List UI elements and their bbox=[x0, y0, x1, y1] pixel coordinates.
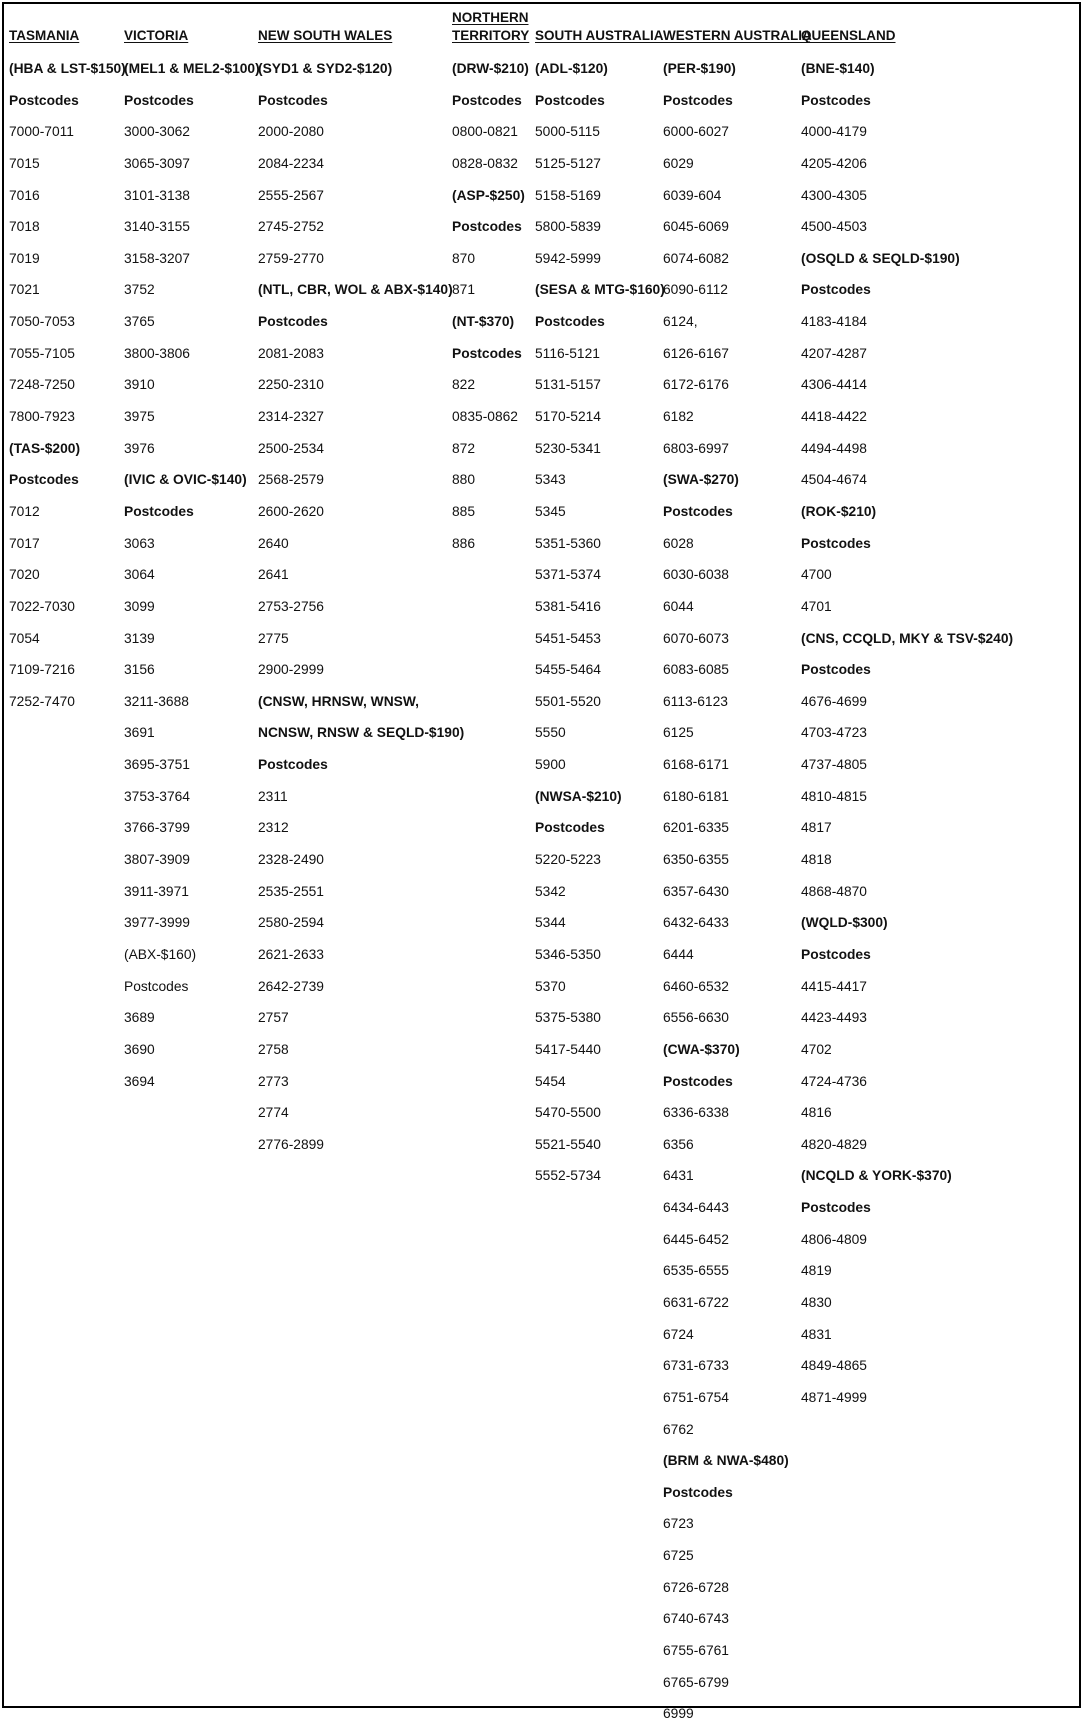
postcode-entry: 872 bbox=[452, 440, 476, 456]
postcode-entry: 6762 bbox=[663, 1421, 694, 1437]
postcode-entry: 2568-2579 bbox=[258, 472, 324, 488]
postcode-entry: 5230-5341 bbox=[535, 440, 601, 456]
postcode-entry: 2555-2567 bbox=[258, 187, 324, 203]
postcode-entry: 5343 bbox=[535, 472, 566, 488]
postcode-entry: 2640 bbox=[258, 535, 289, 551]
postcode-entry: 6356 bbox=[663, 1136, 694, 1152]
postcode-entry: 6434-6443 bbox=[663, 1200, 729, 1216]
postcode-entry: 2757 bbox=[258, 1010, 289, 1026]
postcodes-label: Postcodes bbox=[535, 92, 605, 108]
postcode-entry: 6030-6038 bbox=[663, 567, 729, 583]
zone-rate-label: (OSQLD & SEQLD-$190) bbox=[801, 250, 960, 266]
postcode-list bbox=[124, 53, 258, 1097]
postcode-entry: 6028 bbox=[663, 535, 694, 551]
postcode-list bbox=[535, 53, 663, 1192]
postcode-entry: 5220-5223 bbox=[535, 852, 601, 868]
postcode-entry: 3065-3097 bbox=[124, 155, 190, 171]
postcode-entry: 5451-5453 bbox=[535, 630, 601, 646]
postcode-entry: 3063 bbox=[124, 535, 155, 551]
postcode-entry: 3689 bbox=[124, 1010, 155, 1026]
postcodes-label: Postcodes bbox=[258, 92, 328, 108]
postcode-entry: 6803-6997 bbox=[663, 440, 729, 456]
zone-rate-label: (CNSW, HRNSW, WNSW, bbox=[258, 693, 419, 709]
postcode-entry: 2535-2551 bbox=[258, 883, 324, 899]
postcode-entry: 886 bbox=[452, 535, 476, 551]
postcode-entry: 5346-5350 bbox=[535, 946, 601, 962]
postcode-entry: 5454 bbox=[535, 1073, 566, 1089]
postcode-entry: 2250-2310 bbox=[258, 377, 324, 393]
postcode-entry: 4831 bbox=[801, 1326, 832, 1342]
postcodes-label: Postcodes bbox=[452, 92, 522, 108]
postcodes-label: Postcodes bbox=[801, 92, 871, 108]
postcode-entry: 3000-3062 bbox=[124, 124, 190, 140]
postcode-entry: 3139 bbox=[124, 630, 155, 646]
postcode-entry: 2580-2594 bbox=[258, 915, 324, 931]
postcode-entry: 3211-3688 bbox=[124, 693, 189, 709]
postcode-entry: 3807-3909 bbox=[124, 852, 190, 868]
postcode-entry: 4810-4815 bbox=[801, 788, 867, 804]
zone-rate-label: (SYD1 & SYD2-$120) bbox=[258, 61, 393, 76]
postcode-entry: 3911-3971 bbox=[124, 883, 189, 899]
postcodes-label: Postcodes bbox=[663, 1484, 733, 1500]
postcode-entry: 6724 bbox=[663, 1326, 694, 1342]
postcode-entry: 880 bbox=[452, 472, 476, 488]
postcode-entry: 7000-7011 bbox=[9, 124, 74, 140]
postcode-entry: 2641 bbox=[258, 567, 289, 583]
postcode-entry: 5552-5734 bbox=[535, 1168, 601, 1184]
postcode-entry: 4849-4865 bbox=[801, 1358, 867, 1374]
postcode-entry: 3976 bbox=[124, 440, 155, 456]
postcode-entry: 4207-4287 bbox=[801, 345, 867, 361]
postcodes-label: Postcodes bbox=[535, 820, 605, 836]
postcode-entry: 6535-6555 bbox=[663, 1263, 729, 1279]
postcode-entry: 6631-6722 bbox=[663, 1294, 729, 1310]
postcode-entry: 2776-2899 bbox=[258, 1136, 324, 1152]
postcode-entry: 6126-6167 bbox=[663, 345, 729, 361]
postcode-entry: 3752 bbox=[124, 282, 155, 298]
postcode-entry: 7022-7030 bbox=[9, 598, 75, 614]
postcode-entry: 6751-6754 bbox=[663, 1389, 729, 1405]
state-heading: NORTHERN bbox=[452, 10, 529, 25]
postcode-entry: 3977-3999 bbox=[124, 915, 190, 931]
postcode-entry: 6044 bbox=[663, 598, 694, 614]
postcode-entry: 6765-6799 bbox=[663, 1674, 729, 1690]
postcode-entry: 7016 bbox=[9, 187, 40, 203]
zone-rate-label: (SESA & MTG-$160) bbox=[535, 282, 665, 298]
postcode-entry: 5158-5169 bbox=[535, 187, 601, 203]
postcode-entry: 3140-3155 bbox=[124, 219, 190, 235]
postcode-entry: 7017 bbox=[9, 535, 40, 551]
state-heading: NEW SOUTH WALES bbox=[258, 28, 393, 43]
postcode-entry: 4724-4736 bbox=[801, 1073, 867, 1089]
zone-rate-label: (ROK-$210) bbox=[801, 503, 877, 519]
postcode-entry: 7800-7923 bbox=[9, 409, 75, 425]
postcode-entry: 5470-5500 bbox=[535, 1105, 601, 1121]
postcode-entry: 7248-7250 bbox=[9, 377, 75, 393]
postcode-entry: 2081-2083 bbox=[258, 345, 324, 361]
postcode-entry: 6000-6027 bbox=[663, 124, 729, 140]
postcode-entry: 5342 bbox=[535, 883, 566, 899]
postcode-entry: 6180-6181 bbox=[663, 788, 729, 804]
postcode-entry: 7012 bbox=[9, 503, 40, 519]
state-heading: VICTORIA bbox=[124, 28, 189, 43]
postcode-entry: 2745-2752 bbox=[258, 219, 324, 235]
postcode-entry: 7015 bbox=[9, 155, 40, 171]
postcode-entry: 6168-6171 bbox=[663, 757, 729, 773]
postcode-entry: 4816 bbox=[801, 1105, 832, 1121]
postcode-entry: 4500-4503 bbox=[801, 219, 867, 235]
state-heading: TERRITORY bbox=[452, 28, 530, 43]
postcode-entry: 6083-6085 bbox=[663, 662, 729, 678]
zone-rate-label: (ASP-$250) bbox=[452, 187, 525, 203]
postcode-entry: 4806-4809 bbox=[801, 1231, 867, 1247]
column-heading bbox=[801, 8, 1076, 45]
zone-rate-label: (MEL1 & MEL2-$100) bbox=[124, 61, 260, 76]
postcode-entry: 6350-6355 bbox=[663, 852, 729, 868]
zone-rate-label: (BNE-$140) bbox=[801, 61, 875, 76]
postcode-entry: 5370 bbox=[535, 978, 566, 994]
postcode-list bbox=[452, 53, 535, 559]
postcode-entry: 7055-7105 bbox=[9, 345, 75, 361]
postcodes-label: Postcodes bbox=[535, 314, 605, 330]
zone-rate-label: (CNS, CCQLD, MKY & TSV-$240) bbox=[801, 630, 1014, 646]
postcode-entry: 4737-4805 bbox=[801, 757, 867, 773]
postcode-entry: 3156 bbox=[124, 662, 155, 678]
postcodes-label: Postcodes bbox=[124, 92, 194, 108]
postcode-entry: 4820-4829 bbox=[801, 1136, 867, 1152]
postcode-entry: 7019 bbox=[9, 250, 40, 266]
postcode-entry: 871 bbox=[452, 282, 476, 298]
postcode-entry: 2758 bbox=[258, 1041, 289, 1057]
zone-rate-label: (TAS-$200) bbox=[9, 440, 81, 456]
column-heading bbox=[9, 8, 124, 45]
postcode-list bbox=[801, 53, 1076, 1414]
postcode-entry: 6740-6743 bbox=[663, 1611, 729, 1627]
postcode-entry: 5900 bbox=[535, 757, 566, 773]
postcode-entry: 7020 bbox=[9, 567, 40, 583]
postcode-list bbox=[663, 53, 801, 1730]
postcode-entry: 4830 bbox=[801, 1294, 832, 1310]
postcode-entry: 3753-3764 bbox=[124, 788, 190, 804]
postcode-entry: 6755-6761 bbox=[663, 1643, 729, 1659]
postcode-entry: 6357-6430 bbox=[663, 883, 729, 899]
postcodes-label: Postcodes bbox=[801, 282, 871, 298]
postcode-entry: 7018 bbox=[9, 219, 40, 235]
postcode-entry: 5125-5127 bbox=[535, 155, 601, 171]
postcode-entry: 2642-2739 bbox=[258, 978, 324, 994]
postcode-entry: 7054 bbox=[9, 630, 40, 646]
postcode-entry: 6113-6123 bbox=[663, 693, 728, 709]
postcode-entry: 6725 bbox=[663, 1548, 694, 1564]
postcodes-label: Postcodes bbox=[801, 946, 871, 962]
postcode-entry: 5381-5416 bbox=[535, 598, 601, 614]
postcode-entry: 6432-6433 bbox=[663, 915, 729, 931]
postcode-entry: 6444 bbox=[663, 946, 694, 962]
postcode-entry: 6460-6532 bbox=[663, 978, 729, 994]
postcode-entry: 7252-7470 bbox=[9, 693, 75, 709]
postcode-entry: 6723 bbox=[663, 1516, 694, 1532]
postcode-entry: 3695-3751 bbox=[124, 757, 190, 773]
postcode-entry: 2773 bbox=[258, 1073, 289, 1089]
postcode-entry: 6074-6082 bbox=[663, 250, 729, 266]
state-heading: SOUTH AUSTRALIA bbox=[535, 28, 664, 43]
zone-rate-label: NCNSW, RNSW & SEQLD-$190) bbox=[258, 725, 465, 741]
postcode-list bbox=[9, 53, 124, 717]
column-heading bbox=[258, 8, 452, 45]
zone-rate-label: (NT-$370) bbox=[452, 314, 515, 330]
zone-rate-label: (CWA-$370) bbox=[663, 1041, 740, 1057]
postcode-entry: 3800-3806 bbox=[124, 345, 190, 361]
postcode-entry: 5800-5839 bbox=[535, 219, 601, 235]
postcode-entry: 3064 bbox=[124, 567, 155, 583]
postcode-entry: 5942-5999 bbox=[535, 250, 601, 266]
postcode-entry: 4415-4417 bbox=[801, 978, 867, 994]
postcodes-label: Postcodes bbox=[258, 314, 328, 330]
postcode-entry: 4205-4206 bbox=[801, 155, 867, 171]
zone-rate-label: (ADL-$120) bbox=[535, 61, 608, 76]
postcode-entry: 885 bbox=[452, 503, 476, 519]
postcode-entry: 6445-6452 bbox=[663, 1231, 729, 1247]
zone-rate-label: (DRW-$210) bbox=[452, 61, 529, 76]
postcode-entry: 2621-2633 bbox=[258, 946, 324, 962]
postcode-entry: 6731-6733 bbox=[663, 1358, 729, 1374]
zone-rate-label: (HBA & LST-$150) bbox=[9, 61, 126, 76]
zone-rate-label: (NWSA-$210) bbox=[535, 788, 622, 804]
postcode-entry: 6431 bbox=[663, 1168, 694, 1184]
postcode-entry: 4868-4870 bbox=[801, 883, 867, 899]
postcode-entry: 0835-0862 bbox=[452, 409, 518, 425]
postcode-entry: 2500-2534 bbox=[258, 440, 324, 456]
postcode-entry: 2328-2490 bbox=[258, 852, 324, 868]
postcode-entry: 3910 bbox=[124, 377, 155, 393]
state-heading: WESTERN AUSTRALIA bbox=[663, 28, 812, 43]
zone-rate-label: (SWA-$270) bbox=[663, 472, 739, 488]
postcode-entry: 3101-3138 bbox=[124, 187, 190, 203]
postcode-entry: 5344 bbox=[535, 915, 566, 931]
postcode-entry: 3765 bbox=[124, 314, 155, 330]
postcode-entry: 7021 bbox=[9, 282, 40, 298]
postcode-entry: 6726-6728 bbox=[663, 1579, 729, 1595]
postcode-entry: 6999 bbox=[663, 1706, 694, 1722]
column-heading bbox=[535, 8, 663, 45]
postcode-entry: 5351-5360 bbox=[535, 535, 601, 551]
postcode-entry: 4819 bbox=[801, 1263, 832, 1279]
postcode-entry: 5501-5520 bbox=[535, 693, 601, 709]
state-heading: TASMANIA bbox=[9, 28, 80, 43]
postcode-entry: 6070-6073 bbox=[663, 630, 729, 646]
column-heading bbox=[663, 8, 812, 45]
postcode-table bbox=[2, 2, 1081, 1722]
postcode-entry: 4871-4999 bbox=[801, 1389, 867, 1405]
postcode-entry: 2774 bbox=[258, 1105, 289, 1121]
postcode-entry: 4504-4674 bbox=[801, 472, 867, 488]
postcode-entry: 5521-5540 bbox=[535, 1136, 601, 1152]
postcode-entry: 7109-7216 bbox=[9, 662, 75, 678]
postcode-entry: 2311 bbox=[258, 788, 288, 804]
postcode-entry: 6556-6630 bbox=[663, 1010, 729, 1026]
postcodes-label: Postcodes bbox=[124, 978, 189, 994]
postcode-entry: 2759-2770 bbox=[258, 250, 324, 266]
postcode-entry: 6172-6176 bbox=[663, 377, 729, 393]
zone-rate-label: (BRM & NWA-$480) bbox=[663, 1453, 789, 1469]
postcodes-label: Postcodes bbox=[663, 92, 733, 108]
postcode-entry: 5131-5157 bbox=[535, 377, 601, 393]
postcode-entry: 822 bbox=[452, 377, 476, 393]
postcode-entry: 5375-5380 bbox=[535, 1010, 601, 1026]
postcode-entry: 5116-5121 bbox=[535, 345, 600, 361]
postcode-entry: 2000-2080 bbox=[258, 124, 324, 140]
postcodes-label: Postcodes bbox=[801, 535, 871, 551]
postcode-entry: 4423-4493 bbox=[801, 1010, 867, 1026]
postcode-entry: 4300-4305 bbox=[801, 187, 867, 203]
zone-rate-label: (IVIC & OVIC-$140) bbox=[124, 472, 247, 488]
postcode-entry: 6029 bbox=[663, 155, 694, 171]
zone-rate-label: (NTL, CBR, WOL & ABX-$140) bbox=[258, 282, 453, 298]
postcode-entry: 3975 bbox=[124, 409, 155, 425]
postcode-entry: 6090-6112 bbox=[663, 282, 728, 298]
postcode-entry: 4817 bbox=[801, 820, 832, 836]
postcode-entry: 4418-4422 bbox=[801, 409, 867, 425]
postcode-entry: 4183-4184 bbox=[801, 314, 867, 330]
postcode-entry: 6125 bbox=[663, 725, 694, 741]
column-heading bbox=[124, 8, 258, 45]
postcode-entry: 6336-6338 bbox=[663, 1105, 729, 1121]
postcode-entry: 2900-2999 bbox=[258, 662, 324, 678]
postcode-entry: 2312 bbox=[258, 820, 289, 836]
postcode-entry: 6124, bbox=[663, 314, 698, 330]
postcodes-label: Postcodes bbox=[663, 1073, 733, 1089]
postcode-entry: 0800-0821 bbox=[452, 124, 518, 140]
postcode-entry: 5455-5464 bbox=[535, 662, 601, 678]
postcode-entry: 870 bbox=[452, 250, 476, 266]
zone-rate-label: (PER-$190) bbox=[663, 61, 736, 76]
postcode-entry: 3099 bbox=[124, 598, 155, 614]
postcode-entry: 5345 bbox=[535, 503, 566, 519]
postcodes-label: Postcodes bbox=[801, 662, 871, 678]
postcode-entry: 5417-5440 bbox=[535, 1041, 601, 1057]
postcode-entry: 2775 bbox=[258, 630, 289, 646]
postcodes-label: Postcodes bbox=[258, 757, 328, 773]
postcodes-label: Postcodes bbox=[9, 472, 79, 488]
postcode-entry: 2314-2327 bbox=[258, 409, 324, 425]
postcode-entry: 4676-4699 bbox=[801, 693, 867, 709]
postcode-entry: 5371-5374 bbox=[535, 567, 601, 583]
state-heading: QUEENSLAND bbox=[801, 28, 896, 43]
postcode-entry: 5170-5214 bbox=[535, 409, 601, 425]
column-heading bbox=[452, 8, 535, 45]
postcode-entry: 4494-4498 bbox=[801, 440, 867, 456]
postcode-entry: 2753-2756 bbox=[258, 598, 324, 614]
postcode-entry: 3690 bbox=[124, 1041, 155, 1057]
postcode-entry: 5000-5115 bbox=[535, 124, 600, 140]
postcode-entry: 7050-7053 bbox=[9, 314, 75, 330]
postcode-entry: 3158-3207 bbox=[124, 250, 190, 266]
postcode-entry: 4818 bbox=[801, 852, 832, 868]
postcode-entry: 6182 bbox=[663, 409, 694, 425]
postcode-entry: 4306-4414 bbox=[801, 377, 867, 393]
zone-rate-label: (NCQLD & YORK-$370) bbox=[801, 1168, 952, 1184]
postcodes-label: Postcodes bbox=[9, 92, 79, 108]
postcode-entry: 4703-4723 bbox=[801, 725, 867, 741]
postcode-entry: 4700 bbox=[801, 567, 832, 583]
postcode-entry: 4701 bbox=[801, 598, 832, 614]
postcode-entry: 0828-0832 bbox=[452, 155, 518, 171]
postcode-entry: 3766-3799 bbox=[124, 820, 190, 836]
postcodes-label: Postcodes bbox=[663, 503, 733, 519]
zone-rate-label: (WQLD-$300) bbox=[801, 915, 888, 931]
postcode-entry: 6045-6069 bbox=[663, 219, 729, 235]
postcode-entry: 3694 bbox=[124, 1073, 155, 1089]
zone-rate-label: (ABX-$160) bbox=[124, 946, 197, 962]
postcode-entry: 6039-604 bbox=[663, 187, 722, 203]
postcode-entry: 4000-4179 bbox=[801, 124, 867, 140]
postcode-entry: 4702 bbox=[801, 1041, 832, 1057]
postcode-entry: 5550 bbox=[535, 725, 566, 741]
postcodes-label: Postcodes bbox=[801, 1200, 871, 1216]
postcode-entry: 3691 bbox=[124, 725, 155, 741]
postcode-entry: 2600-2620 bbox=[258, 503, 324, 519]
postcodes-label: Postcodes bbox=[452, 219, 522, 235]
postcode-entry: 6201-6335 bbox=[663, 820, 729, 836]
postcodes-label: Postcodes bbox=[452, 345, 522, 361]
postcode-entry: 2084-2234 bbox=[258, 155, 324, 171]
postcodes-label: Postcodes bbox=[124, 503, 194, 519]
